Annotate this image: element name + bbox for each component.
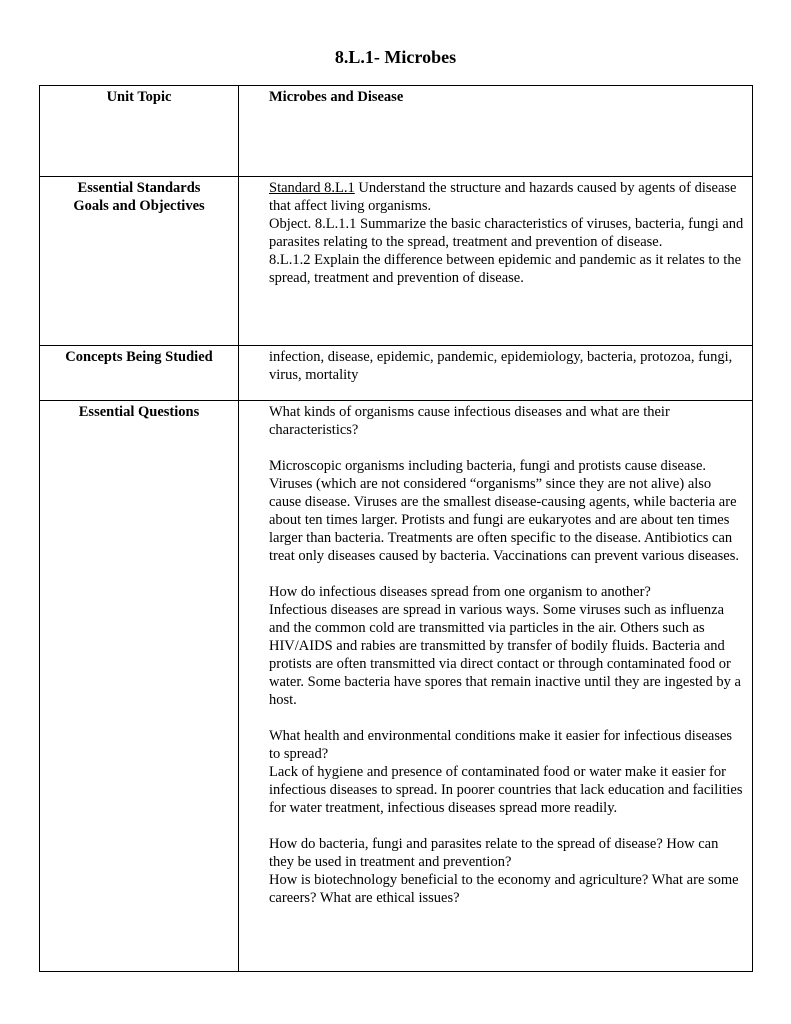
- question-4: How do bacteria, fungi and parasites relate to the spread of disease? How can they be used in treatment and prevention?: [269, 836, 719, 870]
- essential-standards-label: [40, 177, 239, 346]
- concepts-label: Concepts Being Studied: [40, 346, 239, 401]
- unit-plan-table: [39, 85, 753, 972]
- objective-1: Object. 8.L.1.1 Summarize the basic characteristics of viruses, bacteria, fungi and parasites relating to the spread, treatment and prevention of disease.: [269, 216, 744, 250]
- table-row-concepts: [40, 346, 753, 401]
- paragraph-gap: [269, 565, 746, 583]
- unit-topic-label: Unit Topic: [40, 86, 239, 177]
- table-row-essential-questions: [40, 401, 753, 972]
- standard-link[interactable]: Standard 8.L.1: [269, 180, 355, 196]
- standard-text: Understand the structure and hazards caused by agents of disease that affect living organisms.: [269, 180, 737, 214]
- question-1: What kinds of organisms cause infectious diseases and what are their characteristics?: [269, 404, 670, 438]
- question-2: How do infectious diseases spread from one organism to another?: [269, 584, 651, 600]
- answer-3: Lack of hygiene and presence of contaminated food or water make it easier for infectious diseases to spread. In poorer countries that lack education and facilities for water treatment, infectious diseases spread more readily.: [269, 764, 743, 816]
- unit-topic-value: Microbes and Disease: [239, 86, 753, 177]
- essential-questions-content: [239, 401, 753, 972]
- table-row-essential-standards: [40, 177, 753, 346]
- answer-2: Infectious diseases are spread in various ways. Some viruses such as influenza and the common cold are transmitted via particles in the air. Others such as HIV/AIDS and rabies are transmitted by transfer of bodily fluids. Bacteria and protists are often transmitted via direct contact or through contaminated food or water. Some bacteria have spores that remain inactive until they are ingested by a host.: [269, 602, 741, 708]
- question-3: What health and environmental conditions make it easier for infectious diseases to spread?: [269, 728, 733, 762]
- essential-questions-label: Essential Questions: [40, 401, 239, 972]
- standard-paragraph: [269, 179, 746, 215]
- objective-2: 8.L.1.2 Explain the difference between epidemic and pandemic as it relates to the spread, treatment and prevention of disease.: [269, 252, 742, 286]
- essential-standards-label-line1: Essential Standards: [77, 180, 201, 196]
- paragraph-gap: [269, 709, 746, 727]
- essential-standards-label-line2: Goals and Objectives: [73, 198, 205, 214]
- document-title: 8.L.1- Microbes: [334, 47, 457, 67]
- concepts-value: infection, disease, epidemic, pandemic, epidemiology, bacteria, protozoa, fungi, virus, mortality: [239, 346, 753, 401]
- question-5: How is biotechnology beneficial to the economy and agriculture? What are some careers? What are ethical issues?: [269, 872, 739, 906]
- table-row-unit-topic: [40, 86, 753, 177]
- answer-1: Microscopic organisms including bacteria, fungi and protists cause disease. Viruses (which are not considered “organisms” since they are not alive) also cause disease. Viruses are the smallest disease-causing agents, while bacteria are about ten times larger. Protists and fungi are eukaryotes and are about ten times larger than bacteria. Treatments are often specific to the disease. Antibiotics can treat only diseases caused by bacteria. Vaccinations can prevent various diseases.: [269, 458, 740, 564]
- paragraph-gap: [269, 817, 746, 835]
- paragraph-gap: [269, 439, 746, 457]
- essential-standards-content: [239, 177, 753, 346]
